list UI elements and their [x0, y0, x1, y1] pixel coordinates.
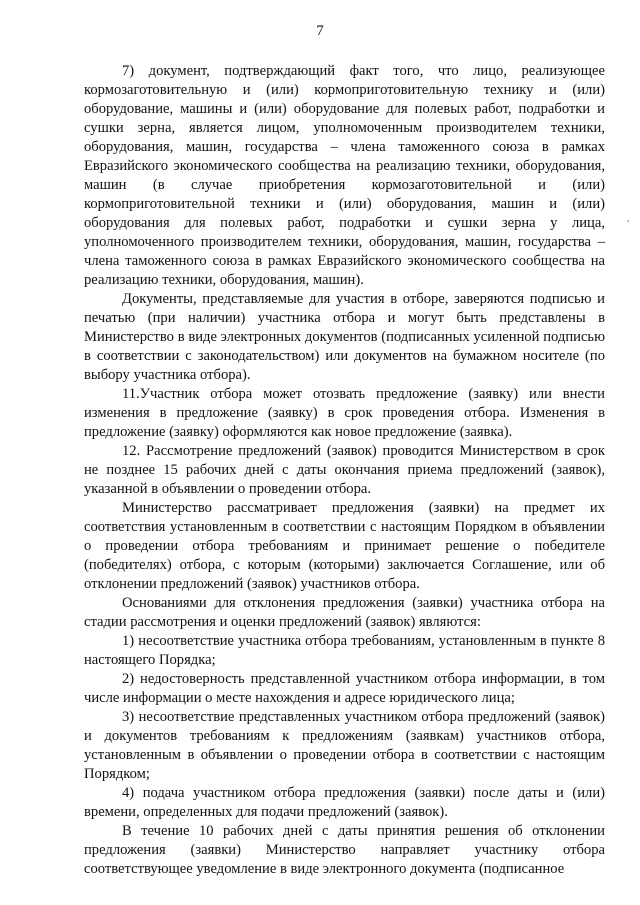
margin-mark: ,: [627, 213, 630, 224]
paragraph-clause-12: 12. Рассмотрение предложений (заявок) проводится Министерством в срок не позднее 15 рабочих дней с даты окончания приема предложений (заявок), указанной в объявлении о проведении отбора.: [84, 443, 605, 497]
list-item-ground-1: 1) несоответствие участника отбора требованиям, установленным в пункте 8 настоящего Порядка;: [84, 633, 605, 668]
list-item-ground-2: 2) недостоверность представленной участником отбора информации, в том числе информации о месте нахождения и адресе юридического лица;: [84, 671, 605, 706]
paragraph-ministry-review: Министерство рассматривает предложения (заявки) на предмет их соответствия установленным в соответствии с настоящим Порядком в объявлении о проведении отбора требованиям и принимает решение о победителе (победителях) отбора, с которым (которыми) заключается Соглашение, или об отклонении предложений (заявок) участников отбора.: [84, 500, 605, 592]
paragraph-notification: В течение 10 рабочих дней с даты принятия решения об отклонении предложения (заявки) Министерство направляет участнику отбора соответствующее уведомление в виде электронного документа (подписанное: [84, 823, 605, 877]
page-number: 7: [316, 23, 324, 39]
paragraph-item-7-document: 7) документ, подтверждающий факт того, что лицо, реализующее кормозаготовительную и (или) кормоприготовительную технику и (или) оборудование, машины и (или) оборудование для полевых работ, подработки и сушки зерна, является лицом, уполномоченным производителем техники, оборудования, машин, государства – члена таможенного союза в рамках Евразийского экономического сообщества на реализацию техники, оборудования, машин (в случае приобретения кормозаготовительной и (или) кормоприготовительной техники и (или) оборудования, машин и (или) оборудования для полевых работ, подработки и сушки зерна у лица, уполномоченного производителем техники, оборудования, машин, государства – члена таможенного союза в рамках Евразийского экономического сообщества на реализацию техники, оборудования, машин).: [84, 63, 605, 288]
paragraph-rejection-grounds: Основаниями для отклонения предложения (заявки) участника отбора на стадии рассмотрения и оценки предложений (заявок) являются:: [84, 595, 605, 630]
list-item-ground-4: 4) подача участником отбора предложения (заявки) после даты и (или) времени, определенных для подачи предложений (заявок).: [84, 785, 605, 820]
list-item-ground-3: 3) несоответствие представленных участником отбора предложений (заявок) и документов требованиям к предложениям (заявкам) участников отбора, установленным в объявлении о проведении отбора в соответствии с настоящим Порядком;: [84, 709, 605, 782]
document-body: [84, 62, 605, 879]
paragraph-clause-11: 11.Участник отбора может отозвать предложение (заявку) или внести изменения в предложение (заявку) в срок проведения отбора. Изменения в предложение (заявку) оформляются как новое предложение (заявка).: [84, 386, 605, 440]
paragraph-documents-certification: Документы, представляемые для участия в отборе, заверяются подписью и печатью (при наличии) участника отбора и могут быть представлены в Министерство в виде электронных документов (подписанных усиленной подписью в соответствии с законодательством) или документов на бумажном носителе (по выбору участника отбора).: [84, 291, 605, 383]
